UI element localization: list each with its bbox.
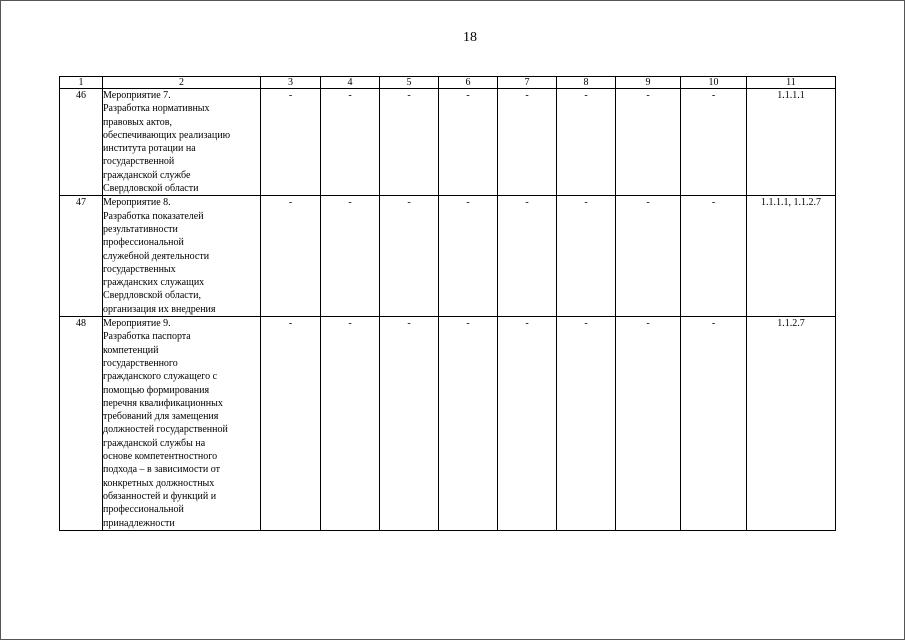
description-line: профессиональной <box>103 504 184 516</box>
description-line: организация их внедрения <box>103 303 216 315</box>
description-line: обеспечивающих реализацию <box>103 129 231 141</box>
table-row <box>60 196 836 317</box>
description-line: правовых актов, <box>103 116 173 128</box>
value-cell: - <box>321 317 380 531</box>
column-header: 4 <box>321 77 380 89</box>
value-cell: - <box>439 196 498 317</box>
description-line: Мероприятие 7. <box>103 90 171 101</box>
description-line: гражданского служащего с <box>103 371 218 383</box>
column-header: 8 <box>557 77 616 89</box>
indicator-reference: 1.1.1.1, 1.1.2.7 <box>747 196 836 317</box>
value-cell: - <box>439 89 498 196</box>
description-line: перечня квалификационных <box>103 397 223 409</box>
value-cell: - <box>261 317 321 531</box>
row-number: 47 <box>60 196 103 317</box>
header-row <box>60 77 836 89</box>
column-header: 7 <box>498 77 557 89</box>
value-cell: - <box>261 196 321 317</box>
activity-description <box>103 196 261 317</box>
row-number: 48 <box>60 317 103 531</box>
row-number: 46 <box>60 89 103 196</box>
description-line: института ротации на <box>103 143 196 155</box>
table-row <box>60 317 836 531</box>
value-cell: - <box>261 89 321 196</box>
description-line: гражданской службе <box>103 169 191 181</box>
description-line: требований для замещения <box>103 411 219 423</box>
value-cell: - <box>616 89 681 196</box>
value-cell: - <box>380 89 439 196</box>
value-cell: - <box>557 89 616 196</box>
description-line: Мероприятие 9. <box>103 318 171 330</box>
activity-description <box>103 89 261 196</box>
value-cell: - <box>616 196 681 317</box>
value-cell: - <box>380 196 439 317</box>
indicator-reference: 1.1.2.7 <box>747 317 836 531</box>
value-cell: - <box>439 317 498 531</box>
column-header: 1 <box>60 77 103 89</box>
description-line: служебной деятельности <box>103 250 210 262</box>
column-header: 5 <box>380 77 439 89</box>
value-cell: - <box>616 317 681 531</box>
description-line: принадлежности <box>103 517 175 529</box>
description-line: Разработка паспорта <box>103 331 191 343</box>
description-line: помощью формирования <box>103 384 210 396</box>
description-line: государственной <box>103 156 175 168</box>
description-line: Свердловской области, <box>103 290 201 302</box>
column-header: 10 <box>681 77 747 89</box>
description-line: гражданской службы на <box>103 437 206 449</box>
description-line: Мероприятие 8. <box>103 197 171 209</box>
description-line: основе компетентностного <box>103 451 218 463</box>
activities-table <box>59 76 836 531</box>
table-row <box>60 89 836 196</box>
description-line: результативности <box>103 223 178 235</box>
value-cell: - <box>498 89 557 196</box>
value-cell: - <box>321 89 380 196</box>
value-cell: - <box>557 196 616 317</box>
column-header: 2 <box>103 77 261 89</box>
activity-description <box>103 317 261 531</box>
description-line: обязанностей и функций и <box>103 490 217 502</box>
column-header: 11 <box>747 77 836 89</box>
description-line: государственных <box>103 263 176 275</box>
description-line: государственного <box>103 357 178 369</box>
description-line: профессиональной <box>103 237 184 249</box>
description-line: Разработка показателей <box>103 210 204 222</box>
indicator-reference: 1.1.1.1 <box>747 89 836 196</box>
value-cell: - <box>498 196 557 317</box>
value-cell: - <box>681 317 747 531</box>
description-line: гражданских служащих <box>103 277 205 289</box>
description-line: компетенций <box>103 344 159 356</box>
value-cell: - <box>321 196 380 317</box>
column-header: 6 <box>439 77 498 89</box>
column-header: 9 <box>616 77 681 89</box>
description-line: Разработка нормативных <box>103 103 210 115</box>
description-line: конкретных должностных <box>103 477 215 489</box>
value-cell: - <box>380 317 439 531</box>
value-cell: - <box>557 317 616 531</box>
description-line: Свердловской области <box>103 183 199 195</box>
value-cell: - <box>681 89 747 196</box>
value-cell: - <box>498 317 557 531</box>
value-cell: - <box>681 196 747 317</box>
description-line: должностей государственной <box>103 424 228 436</box>
page-number: 18 <box>463 30 477 45</box>
column-header: 3 <box>261 77 321 89</box>
description-line: подхода – в зависимости от <box>103 464 220 476</box>
